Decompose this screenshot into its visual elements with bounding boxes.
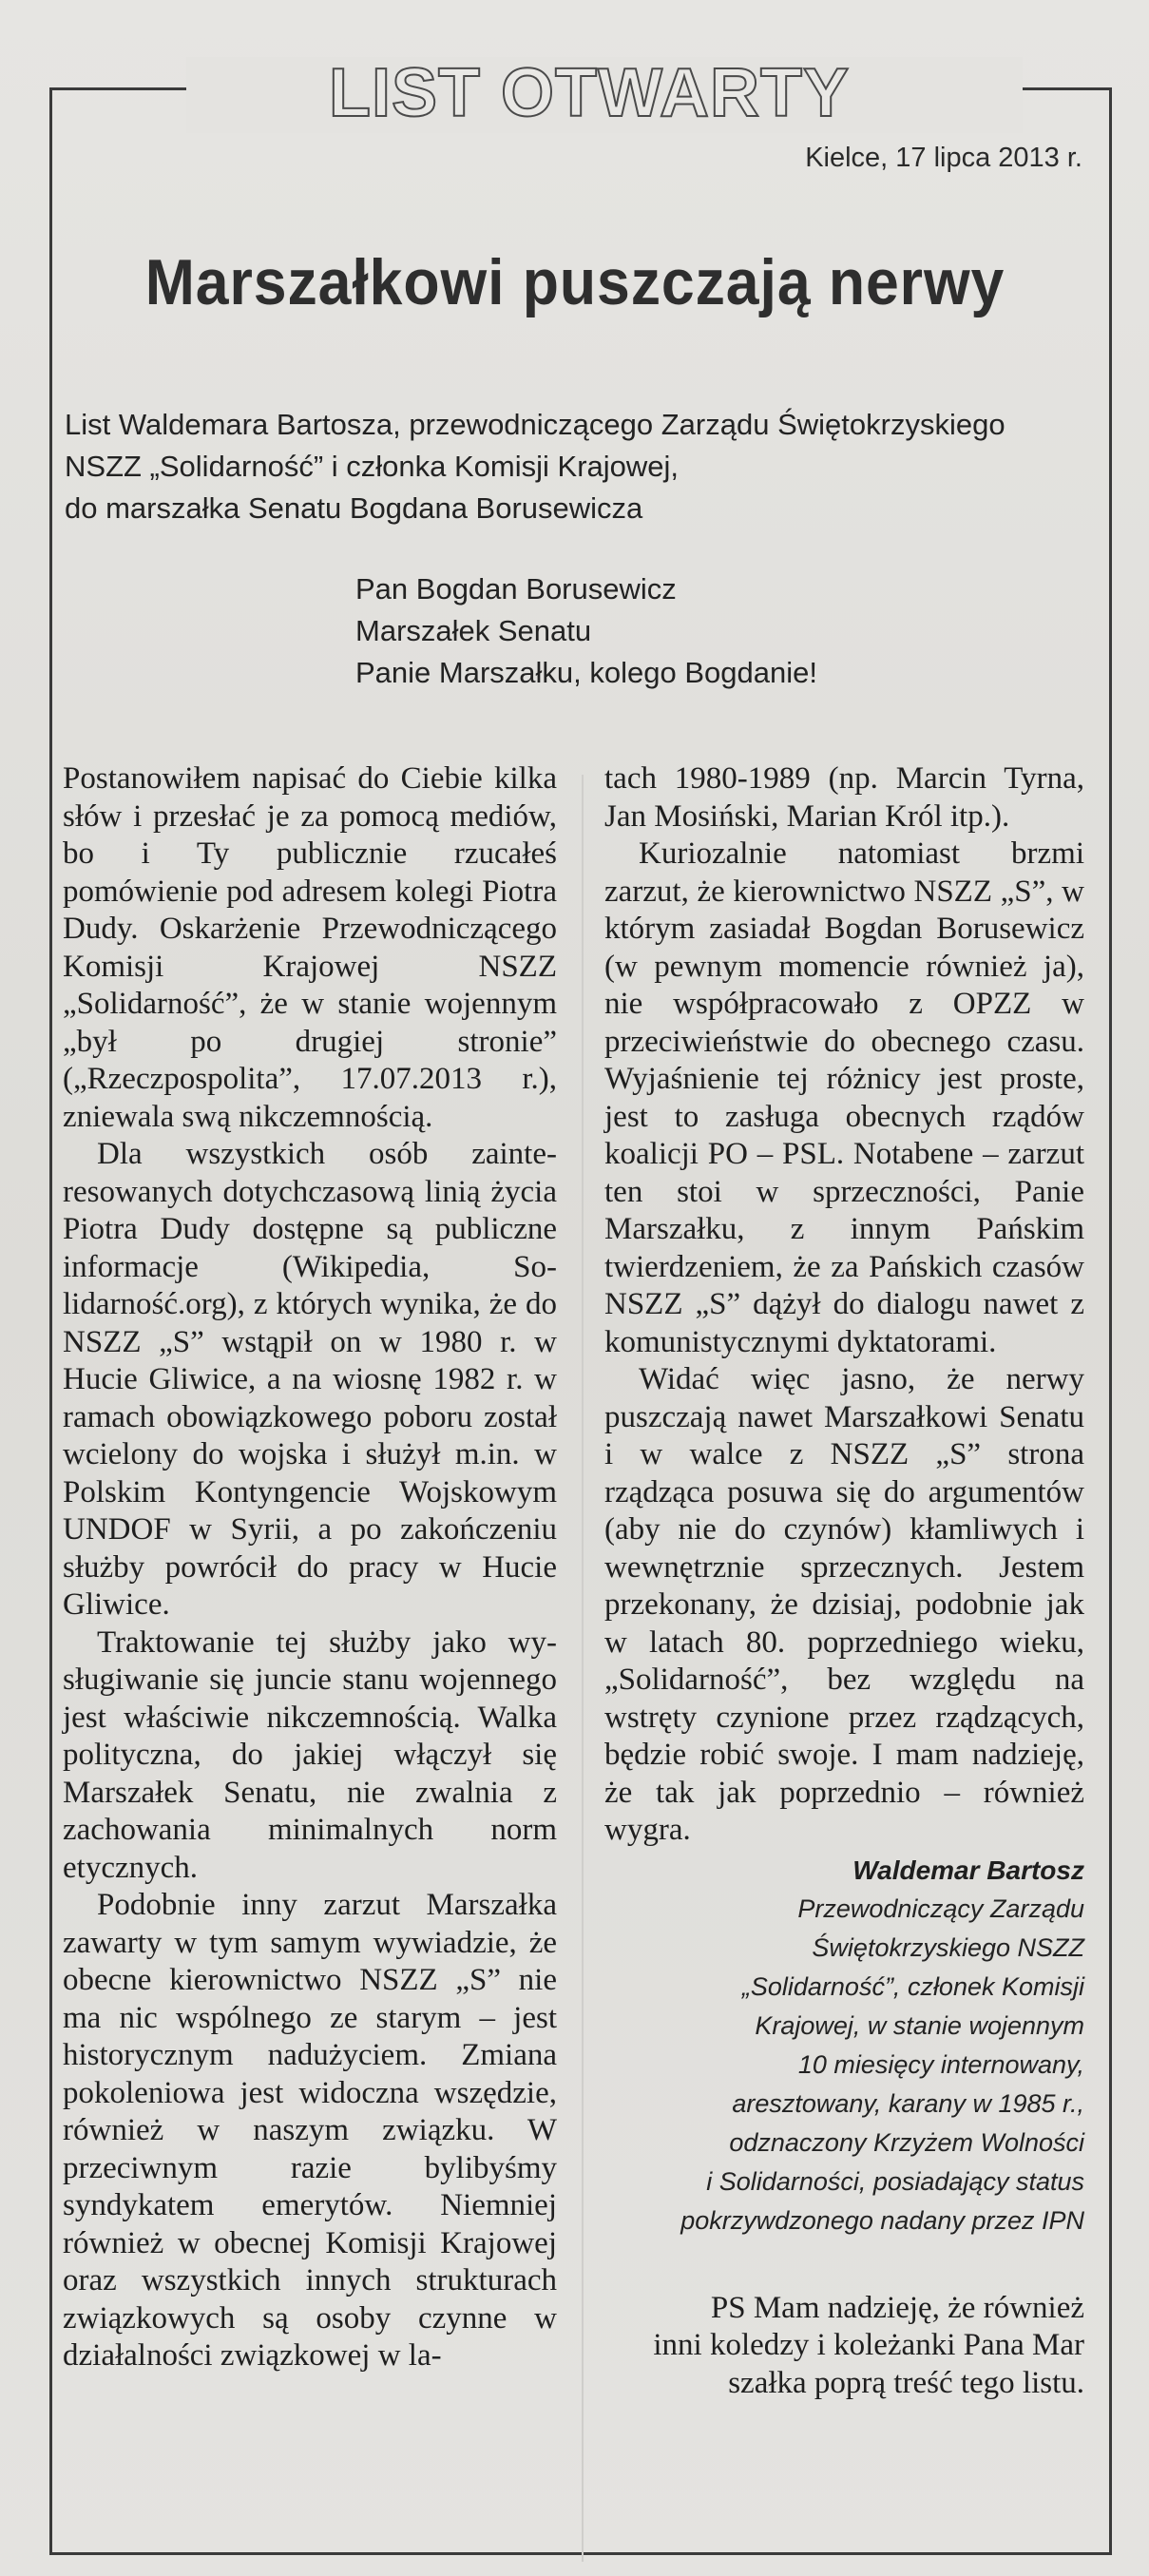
postscript-line: inni koledzy i koleżanki Pana Mar bbox=[653, 2328, 1084, 2362]
signature-name: Waldemar Bartosz bbox=[852, 1855, 1084, 1885]
postscript bbox=[604, 2290, 1084, 2403]
body-paragraph: Dla wszystkich osób zainteresowanych dotychczasową linią życia Piotra Dudy dostępne są publiczne informacje (Wikipedia, Solidarność.org), z których wynika, że do NSZZ „S” wstąpił on w 1980 r. w Hucie Gliwice, a na wiosnę 1982 r. w ramach obowiązkowego poboru został wcielony do wojska i służył m.in. w Polskim Kontyngencie Wojskowym UNDOF w Syrii, a po zakończeniu służby powrócił do pracy w Hucie Gliwice. bbox=[63, 1137, 557, 1622]
signature-line: 10 miesięcy internowany, bbox=[797, 2049, 1084, 2079]
signature-line: odznaczony Krzyżem Wolności bbox=[729, 2127, 1084, 2157]
left-column bbox=[63, 760, 557, 2375]
addressee-line: Pan Bogdan Borusewicz bbox=[355, 572, 677, 606]
column-divider bbox=[582, 775, 584, 2562]
addressee-line: Marszałek Senatu bbox=[355, 614, 592, 647]
article-lead bbox=[65, 404, 1072, 529]
signature-line: i Solidarności, posiadający status bbox=[706, 2166, 1084, 2196]
signature-line: Krajowej, w stanie wojennym bbox=[755, 2010, 1084, 2040]
right-column bbox=[604, 760, 1084, 2402]
body-paragraph: Postanowiłem napisać do Ciebie kilka słów i przesłać je za pomocą mediów, bo i Ty publicznie rzucałeś pomówienie pod adresem kolegi Piotra Dudy. Oskarżenie Przewodniczącego Komisji Krajowej NSZZ „Solidarność”, że w stanie wojennym „był po drugiej stronie” („Rzeczpospolita”, 17.07.2013 r.), zniewala swą nikczemnością. bbox=[63, 761, 557, 1134]
signature-line: pokrzywdzonego nadany przez IPN bbox=[680, 2205, 1084, 2235]
postscript-line: szałka poprą treść tego listu. bbox=[728, 2365, 1084, 2400]
signature-line: „Solidarność”, członek Komisji bbox=[741, 1971, 1084, 2001]
lead-line: List Waldemara Bartosza, przewodniczącego Zarządu Świętokrzyskiego bbox=[65, 408, 1005, 441]
place-date: Kielce, 17 lipca 2013 r. bbox=[805, 143, 1082, 173]
body-paragraph: Widać więc jasno, że nerwy puszczają nawet Marszałkowi Senatu i w walce z NSZZ „S” strona rządząca posuwa się do argumentów (aby nie do czynów) kłamliwych i wewnętrznie sprzecznych. Jestem przekonany, że dzisiaj, podobnie jak w latach 80. poprzedniego wieku, „Solidarność”, bez względu na wstręty czynione przez rządzących, będzie robić swoje. I mam nadzieję, że tak jak poprzednio – również wygra. bbox=[604, 1362, 1084, 1847]
article-headline: Marszałkowi puszczają nerwy bbox=[144, 246, 1005, 318]
body-paragraph: tach 1980-1989 (np. Marcin Tyrna, Jan Mosiński, Marian Król itp.). bbox=[604, 761, 1084, 834]
addressee-block bbox=[355, 568, 1021, 694]
postscript-line: PS Mam nadzieję, że również bbox=[710, 2290, 1084, 2325]
lead-line: do marszałka Senatu Bogdana Borusewicza bbox=[65, 491, 643, 525]
lead-line: NSZZ „Solidarność” i członka Komisji Krajowej, bbox=[65, 450, 680, 483]
signature-line: Świętokrzyskiego NSZZ bbox=[812, 1932, 1084, 1962]
section-title: LIST OTWARTY bbox=[329, 55, 850, 131]
signature-description bbox=[604, 1890, 1084, 2240]
body-paragraph: Traktowanie tej służby jako wysługiwanie się juncie stanu wojennego jest właściwie nikczemnością. Walka polityczna, do jakiej włączył się Marszałek Senatu, nie zwalnia z zachowania minimalnych norm etycznych. bbox=[63, 1624, 557, 1885]
signature-line: aresztowany, karany w 1985 r., bbox=[732, 2088, 1084, 2118]
body-paragraph: Kuriozalnie natomiast brzmi zarzut, że kierownictwo NSZZ „S”, w którym zasiadał Bogdan Borusewicz (w pewnym momencie również ja), nie współpracowało z OPZZ w przeciwieństwie do obecnego czasu. Wyjaśnienie tej różnicy jest proste, jest to zasługa obecnych rządów koalicji PO – PSL. Notabene – zarzut ten stoi w sprzeczności, Panie Marszałku, z innym Pańskim twierdzeniem, że za Pańskich czasów NSZZ „S” dążył do dialogu nawet z komunistycznymi dyktatorami. bbox=[604, 836, 1084, 1359]
salutation: Panie Marszałku, kolego Bogdanie! bbox=[355, 656, 817, 689]
body-paragraph: Podobnie inny zarzut Marszałka zawarty w tym samym wywiadzie, że obecne kierownictwo NSZZ „S” nie ma nic wspólnego ze starym – jest historycznym nadużyciem. Zmiana pokoleniowa jest widoczna wszędzie, również w naszym związku. W przeciwnym razie bylibyśmy syndykatem emerytów. Niemniej również w obecnej Komisji Krajowej oraz wszystkich innych strukturach związkowych są osoby czynne w działalności związkowej w la- bbox=[63, 1888, 557, 2373]
signature-line: Przewodniczący Zarządu bbox=[797, 1894, 1084, 1923]
